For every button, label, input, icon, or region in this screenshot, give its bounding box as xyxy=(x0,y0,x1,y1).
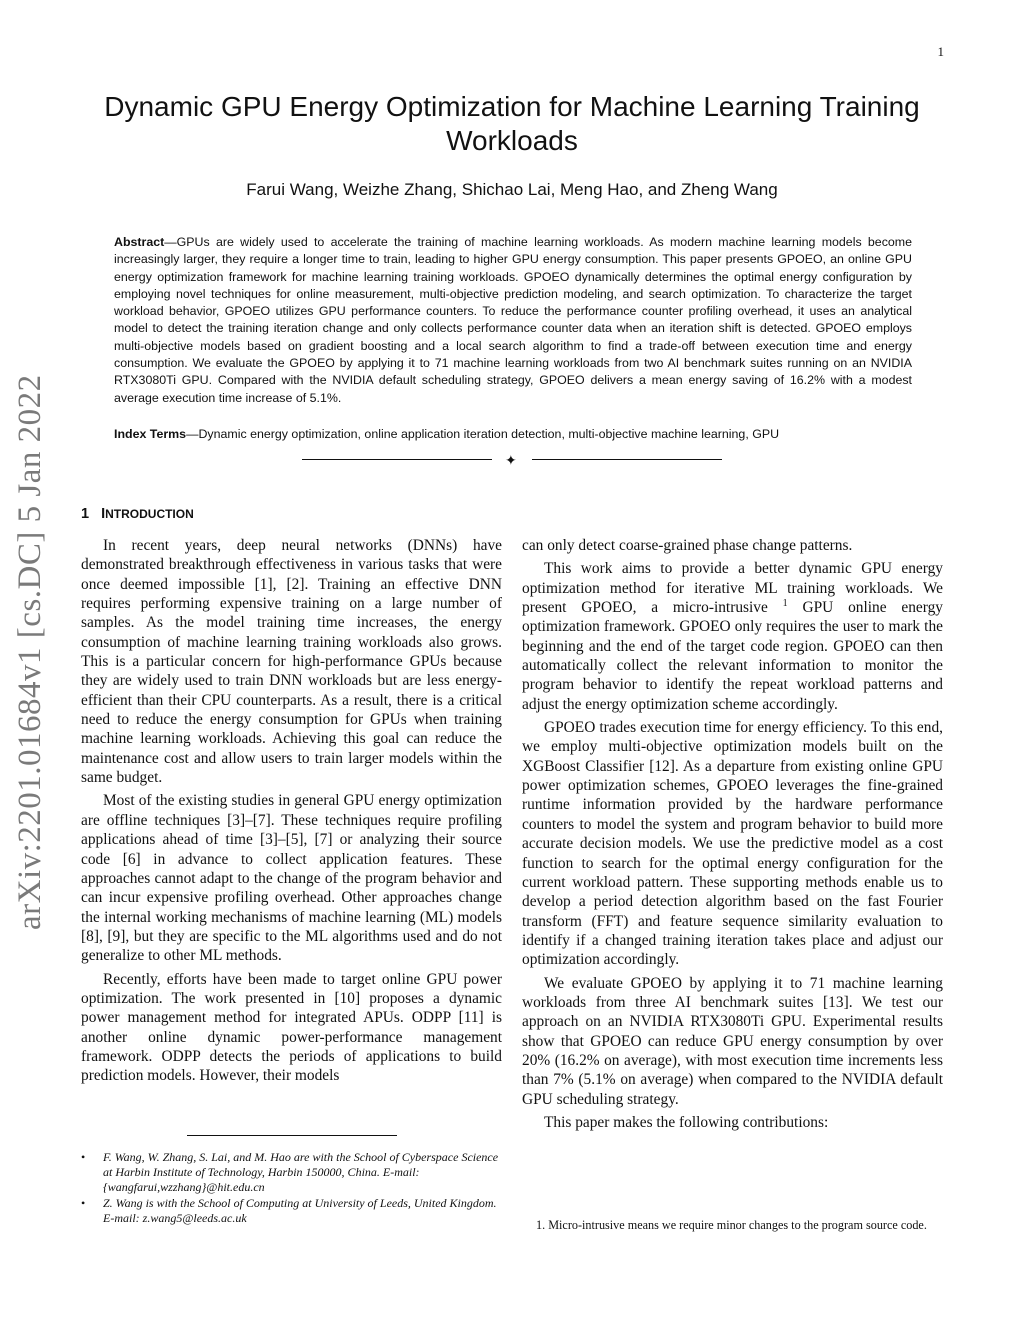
right-paragraph-2: GPOEO trades execution time for energy efficiency. To this end, we employ multi-objective optimization models built on the XGBoost Classifier [12]. As a departure from existing online GPU power optimization schemes, GPOEO leverages the fine-grained runtime information provided by the hardware performance counters to model the system and program behavior to build more accurate decision models. We use the predictive model as a cost function to search for the optimal energy configuration for the current workload pattern. These supporting methods enable us to develop a period detection algorithm based on the fast Fourier transform (FFT) and feature sequence similarity evaluation to identify if a changed training iteration takes place and adjust our optimization accordingly. xyxy=(522,719,943,969)
abstract xyxy=(114,234,912,407)
index-terms-text: —Dynamic energy optimization, online application iteration detection, multi-objective machine learning, GPU xyxy=(186,427,780,441)
bullet-icon: • xyxy=(81,1150,86,1164)
right-paragraph-3: We evaluate GPOEO by applying it to 71 machine learning workloads from three AI benchmark suites [13]. We test our approach on an NVIDIA RTX3080Ti GPU. Experimental results show that GPOEO can reduce GPU energy consumption by over 20% (16.2% on average), with most execution time increments less than 7% (5.1% on average) when compared to the NVIDIA default GPU scheduling strategy. xyxy=(522,974,943,1108)
divider-diamond-icon: ✦ xyxy=(505,453,517,469)
divider-line-right xyxy=(532,459,722,460)
author-list: Farui Wang, Weizhe Zhang, Shichao Lai, Meng Hao, and Zheng Wang xyxy=(246,180,778,199)
section-title-initial: I xyxy=(101,506,106,522)
right-paragraph-1 xyxy=(522,559,943,714)
left-paragraph-3: Recently, efforts have been made to target online GPU power optimization. The work presented in [10] proposes a dynamic power management method for integrated APUs. ODPP [11] is another online dynamic power-performance management framework. ODPP detects the periods of applications to build prediction models. However, their models xyxy=(81,970,502,1085)
section-number: 1 xyxy=(81,506,90,522)
left-paragraph-1: In recent years, deep neural networks (DNNs) have demonstrated breakthrough effectiveness in various tasks that were once deemed impossible [1], [2]. Training an effective DNN requires performing expensive training on a large number of samples. As the model training time increases, the energy consumption of machine learning training workloads also grows. This is a particular concern for high-performance GPUs because they are widely used to train DNN workloads but are less energy-efficient than their CPU counterparts. As a result, there is a critical need to reduce the energy consumption for GPUs when training machine learning workloads. Achieving this goal can reduce the maintenance cost and allow users to train larger models within the same budget. xyxy=(81,537,502,787)
right-paragraph-4: This paper makes the following contributions: xyxy=(544,1113,829,1131)
bullet-icon: • xyxy=(81,1195,86,1210)
affiliation-footnote-text: Z. Wang is with the School of Computing at University of Leeds, United Kingdom. E-mail: z.wang5@leeds.ac.uk xyxy=(103,1195,497,1225)
page-number: 1 xyxy=(937,44,944,59)
paper-title: Dynamic GPU Energy Optimization for Machine Learning Training Workloads xyxy=(104,91,920,156)
micro-intrusive-footnote: 1. Micro-intrusive means we require minor changes to the program source code. xyxy=(536,1218,927,1232)
divider-line-left xyxy=(302,459,492,460)
affiliation-footnote xyxy=(81,1196,506,1226)
right-column xyxy=(522,536,943,1136)
section-heading-introduction xyxy=(81,506,194,522)
index-terms-label: Index Terms xyxy=(114,427,187,441)
right-paragraph-1-before: This work aims to provide a better dynamic GPU energy optimization method for iterative ML training workloads. We present GPOEO, a micro-intrusive xyxy=(522,560,943,617)
footnote-rule xyxy=(187,1135,397,1136)
affiliation-footnotes xyxy=(81,1150,506,1226)
section-title-rest: NTRODUCTION xyxy=(105,507,194,521)
section-divider xyxy=(302,452,722,468)
index-terms xyxy=(114,426,912,443)
right-paragraph-0: can only detect coarse-grained phase change patterns. xyxy=(522,537,853,554)
footnote-marker-1[interactable]: 1 xyxy=(782,597,788,609)
abstract-label: Abstract xyxy=(114,235,165,249)
abstract-text: —GPUs are widely used to accelerate the training of machine learning workloads. As modern machine learning models become increasingly larger, they require a longer time to train, leading to higher GPU energy consumption. This paper presents GPOEO, an online GPU energy optimization framework for machine learning training workloads. GPOEO dynamically determines the optimal energy configuration by employing novel techniques for online measurement, multi-objective prediction modeling, and search optimization. To characterize the target workload behavior, GPOEO utilizes GPU performance counters. To reduce the performance counter profiling overhead, it uses an analytical model to detect the training iteration change and only collects performance counter data when an iteration shift is detected. GPOEO employs multi-objective models based on gradient boosting and a local search algorithm to find a trade-off between execution time and energy consumption. We evaluate the GPOEO by applying it to 71 machine learning workloads from two AI benchmark suites running on an NVIDIA RTX3080Ti GPU. Compared with the NVIDIA default scheduling strategy, GPOEO delivers a mean energy saving of 16.2% with a modest average execution time increase of 5.1%. xyxy=(114,235,912,405)
right-paragraph-1-after: GPU online energy optimization framework. GPOEO only requires the user to mark the beginning and the end of the target code region. GPOEO can then automatically collect the relevant information to monitor the program behavior to identify the repeat workload patterns and adjust the energy optimization scheme accordingly. xyxy=(522,599,943,713)
left-paragraph-2: Most of the existing studies in general GPU energy optimization are offline techniques [3]–[7]. These techniques require profiling applications ahead of time [3]–[5], [7] or analyzing their source code [6] in advance to collect application features. These approaches cannot adapt to the change of the program behavior and can incur expensive profiling overhead. Other approaches change the internal working mechanisms of machine learning (ML) models [8], [9], but they are specific to the ML algorithms used and do not generalize to other ML methods. xyxy=(81,792,502,965)
left-column xyxy=(81,536,502,1090)
affiliation-footnote-text: F. Wang, W. Zhang, S. Lai, and M. Hao are with the School of Cyberspace Science at Harbin Institute of Technology, Harbin 150000, China. E-mail:{wangfarui,wzzhang}@hit.edu.cn xyxy=(103,1150,499,1195)
arxiv-identifier-stamp[interactable]: arXiv:2201.01684v1 [cs.DC] 5 Jan 2022 xyxy=(12,374,48,930)
affiliation-footnote xyxy=(81,1150,506,1196)
